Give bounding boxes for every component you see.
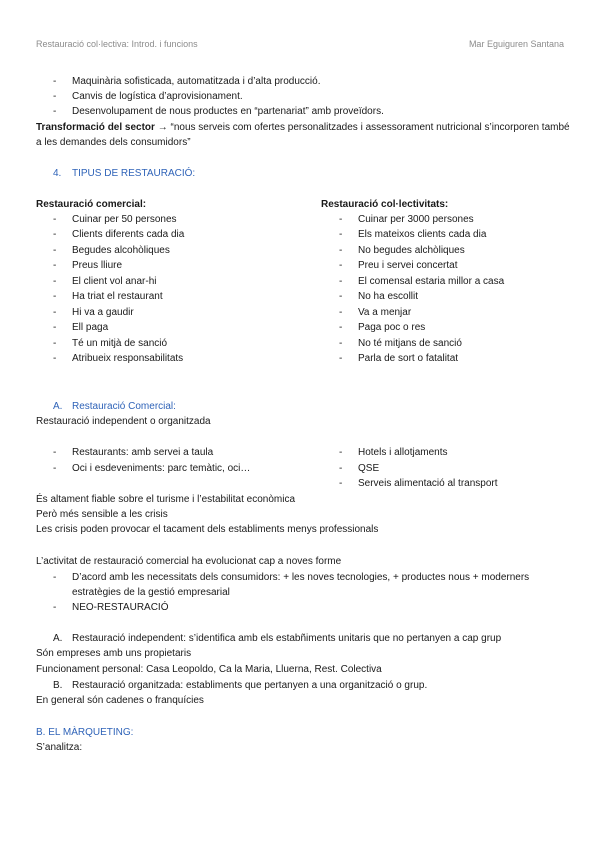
transform-line-2: a les demandes dels consumidors”	[36, 137, 191, 148]
list-item: Atribueix responsabilitats	[72, 353, 184, 364]
bullet-dash: -	[339, 338, 343, 349]
transform-text: “nous serveis com ofertes personalitzades i assessorament nutricional s’incorporen també	[170, 122, 570, 133]
list-item: D’acord amb les necessitats dels consumidors: + les noves tecnologies, + productes nous + moderners	[72, 572, 530, 583]
bullet-dash: -	[53, 276, 57, 287]
bullet-dash: -	[53, 106, 57, 117]
list-item: Restauració organitzada: establiments que pertanyen a una organització o grup.	[72, 680, 428, 691]
list-item: Begudes alcohòliques	[72, 245, 170, 256]
paragraph: Però més sensible a les crisis	[36, 509, 168, 520]
list-item: Parla de sort o fatalitat	[358, 353, 459, 364]
paragraph: Les crisis poden provocar el tacament dels establiments menys professionals	[36, 524, 379, 535]
bullet-dash: -	[53, 245, 57, 256]
transform-line-1	[36, 122, 570, 134]
list-item: Maquinària sofisticada, automatitzada i d’alta producció.	[72, 76, 321, 87]
header-right: Mar Eguiguren Santana	[468, 39, 564, 49]
list-item: No begudes alchòliques	[358, 245, 465, 256]
list-item: Va a menjar	[358, 307, 412, 318]
bullet-dash: -	[53, 338, 57, 349]
list-item: Restaurants: amb servei a taula	[72, 447, 214, 458]
bullet-dash: -	[339, 353, 343, 364]
bullet-dash: -	[339, 291, 343, 302]
list-item: Té un mitjà de sanció	[72, 338, 168, 349]
list-item: No ha escollit	[358, 291, 419, 302]
bullet-dash: -	[339, 447, 343, 458]
list-item: Desenvolupament de nous productes en “partenariat” amb proveïdors.	[72, 106, 384, 117]
list-letter: A.	[53, 633, 63, 644]
list-item: Clients diferents cada dia	[72, 229, 185, 240]
subsection-subtitle: Restauració independent o organitzada	[36, 416, 211, 427]
paragraph: S’analitza:	[36, 742, 83, 753]
bullet-dash: -	[53, 76, 57, 87]
paragraph: En general són cadenes o franquícies	[36, 695, 204, 706]
collectivitats-title: Restauració col·lectivitats:	[321, 199, 449, 210]
list-item: Ell paga	[72, 322, 109, 333]
bullet-dash: -	[53, 214, 57, 225]
bullet-dash: -	[339, 307, 343, 318]
bullet-dash: -	[53, 353, 57, 364]
bullet-dash: -	[339, 214, 343, 225]
paragraph: És altament fiable sobre el turisme i l’estabilitat econòmica	[36, 494, 296, 505]
list-item: No té mitjans de sanció	[358, 338, 462, 349]
arrow: →	[154, 122, 171, 133]
section-title: B. EL MÀRQUETING:	[36, 727, 134, 738]
paragraph: L’activitat de restauració comercial ha evolucionat cap a noves forme	[36, 556, 342, 567]
list-item: Cuinar per 50 persones	[72, 214, 177, 225]
comercial-title: Restauració comercial:	[36, 199, 147, 210]
list-item: Cuinar per 3000 persones	[358, 214, 474, 225]
paragraph: Són empreses amb uns propietaris	[36, 648, 192, 659]
header-left: Restauració col·lectiva: Introd. i funcions	[36, 39, 198, 49]
section-title: TIPUS DE RESTAURACIÓ:	[72, 168, 196, 179]
list-item: Serveis alimentació al transport	[358, 478, 498, 489]
transform-label: Transformació del sector	[36, 122, 155, 133]
bullet-dash: -	[53, 229, 57, 240]
list-item: Els mateixos clients cada dia	[358, 229, 487, 240]
bullet-dash: -	[53, 463, 57, 474]
list-item: Hi va a gaudir	[72, 307, 134, 318]
list-item: Canvis de logística d’aprovisionament.	[72, 91, 243, 102]
list-item: QSE	[358, 463, 380, 474]
bullet-dash: -	[53, 572, 57, 583]
list-item-continuation: estratègies de la gestió empresarial	[72, 587, 230, 598]
bullet-dash: -	[53, 307, 57, 318]
section-number: 4.	[53, 168, 62, 179]
bullet-dash: -	[339, 245, 343, 256]
list-item: Hotels i allotjaments	[358, 447, 448, 458]
list-item: NEO-RESTAURACIÓ	[72, 602, 169, 613]
bullet-dash: -	[339, 229, 343, 240]
bullet-dash: -	[339, 260, 343, 271]
subsection-letter: A.	[53, 401, 63, 412]
bullet-dash: -	[53, 91, 57, 102]
bullet-dash: -	[53, 447, 57, 458]
bullet-dash: -	[53, 322, 57, 333]
subsection-title: Restauració Comercial:	[72, 401, 176, 412]
bullet-dash: -	[339, 463, 343, 474]
list-item: Ha triat el restaurant	[72, 291, 163, 302]
list-letter: B.	[53, 680, 63, 691]
bullet-dash: -	[53, 291, 57, 302]
paragraph: Funcionament personal: Casa Leopoldo, Ca la Maria, Lluerna, Rest. Colectiva	[36, 664, 382, 675]
list-item: Preus lliure	[72, 260, 123, 271]
list-item: El client vol anar-hi	[72, 276, 157, 287]
bullet-dash: -	[53, 602, 57, 613]
bullet-dash: -	[53, 260, 57, 271]
bullet-dash: -	[339, 322, 343, 333]
list-item: Oci i esdeveniments: parc temàtic, oci…	[72, 463, 251, 474]
bullet-dash: -	[339, 276, 343, 287]
list-item: Preu i servei concertat	[358, 260, 458, 271]
list-item: Paga poc o res	[358, 322, 426, 333]
list-item: El comensal estaria millor a casa	[358, 276, 505, 287]
bullet-dash: -	[339, 478, 343, 489]
list-item: Restauració independent: s’identifica amb els estabñiments unitaris que no pertanyen a cap grup	[72, 633, 502, 644]
